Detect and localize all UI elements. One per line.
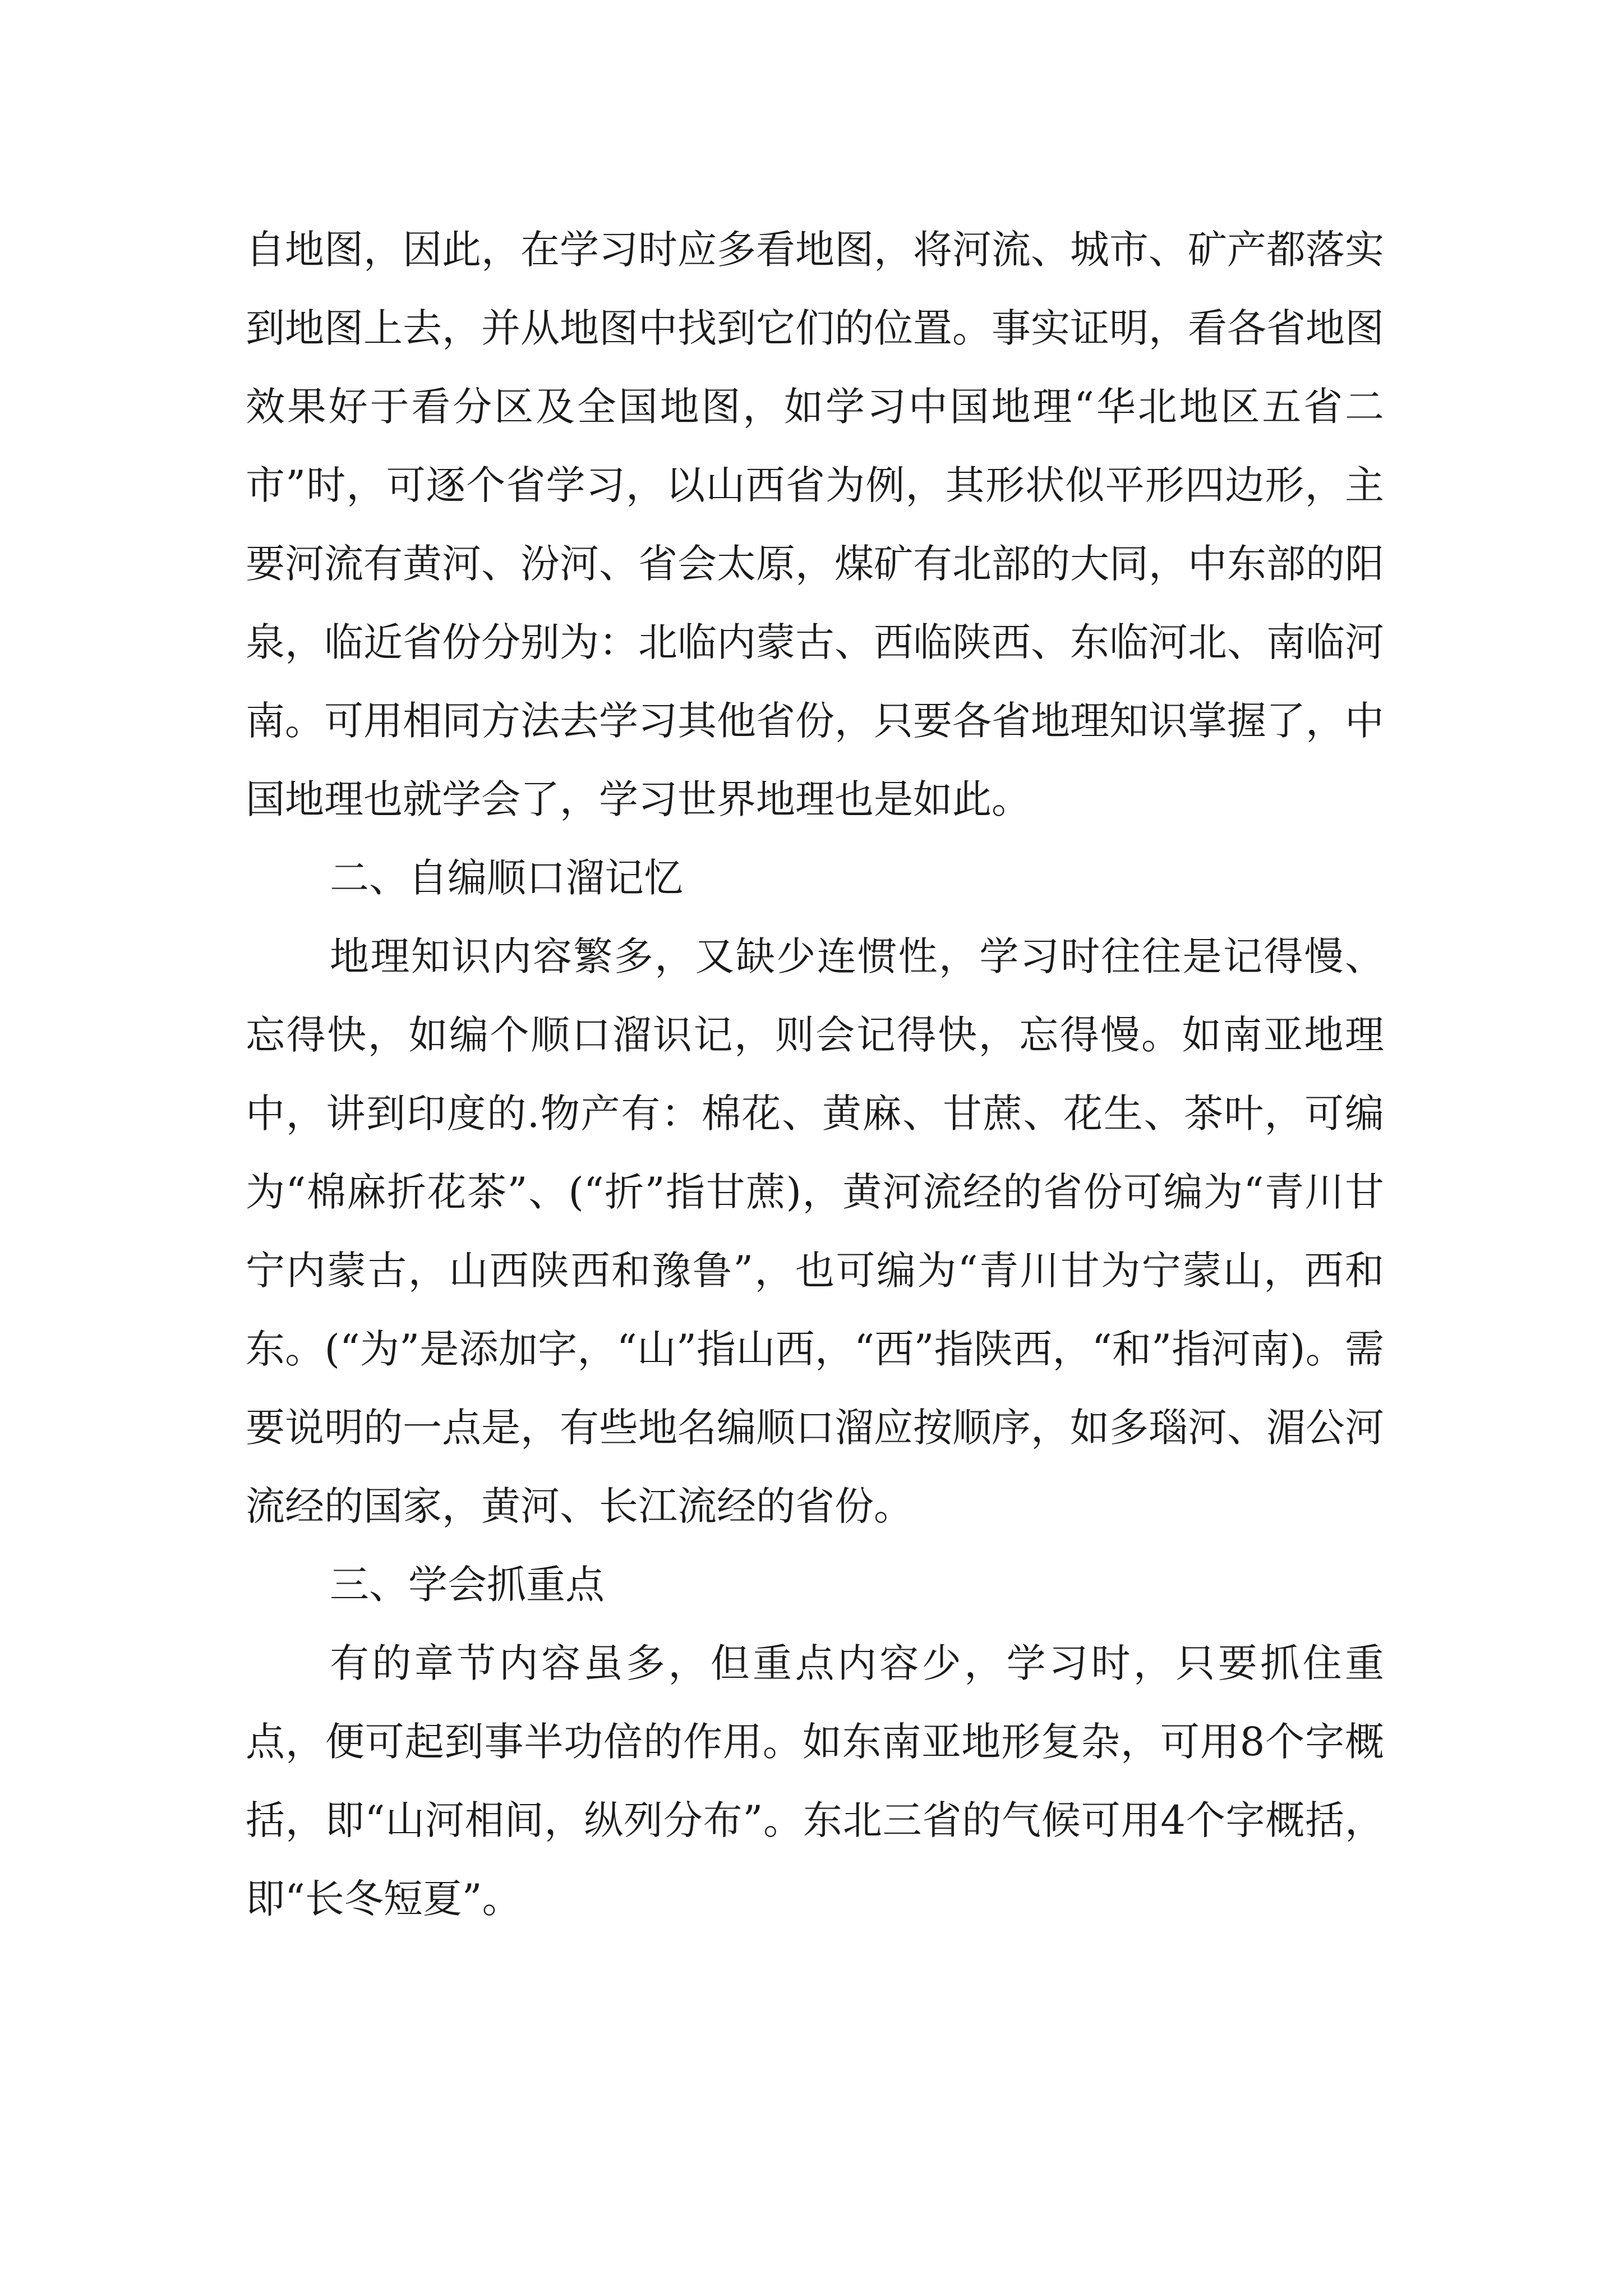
section-heading-rhymes: 二、自编顺口溜记忆 — [330, 855, 683, 901]
section-heading-key-points: 三、学会抓重点 — [330, 1562, 605, 1608]
paragraph-map-study: 自地图，因此，在学习时应多看地图，将河流、城市、矿产都落实到地图上去，并从地图中找到它们的位置。事实证明，看各省地图效果好于看分区及全国地图，如学习中国地理“华北地区五省二市”时，可逐个省学习，以山西省为例，其形状似平形四边形，主要河流有黄河、汾河、省会太原，煤矿有北部的大同，中东部的阳泉，临近省份分别为：北临内蒙古、西临陕西、东临河北、南临河南。可用相同方法去学习其他省份，只要各省地理知识掌握了，中国地理也就学会了，学习世界地理也是如此。 — [246, 227, 1384, 822]
paragraph-key-points: 有的章节内容虽多，但重点内容少，学习时，只要抓住重点，便可起到事半功倍的作用。如东南亚地形复杂，可用8个字概括，即“山河相间，纵列分布”。东北三省的气候可用4个字概括，即“长冬短夏”。 — [246, 1640, 1384, 1922]
document-body — [246, 210, 1384, 1938]
paragraph-rhymes: 地理知识内容繁多，又缺少连惯性，学习时往往是记得慢、忘得快，如编个顺口溜识记，则会记得快，忘得慢。如南亚地理中，讲到印度的.物产有：棉花、黄麻、甘蔗、花生、茶叶，可编为“棉麻折花茶”、(“折”指甘蔗)，黄河流经的省份可编为“青川甘宁内蒙古，山西陕西和豫鲁”，也可编为“青川甘为宁蒙山，西和东。(“为”是添加字，“山”指山西，“西”指陕西，“和”指河南)。需要说明的一点是，有些地名编顺口溜应按顺序，如多瑙河、湄公河流经的国家，黄河、长江流经的省份。 — [246, 933, 1384, 1529]
